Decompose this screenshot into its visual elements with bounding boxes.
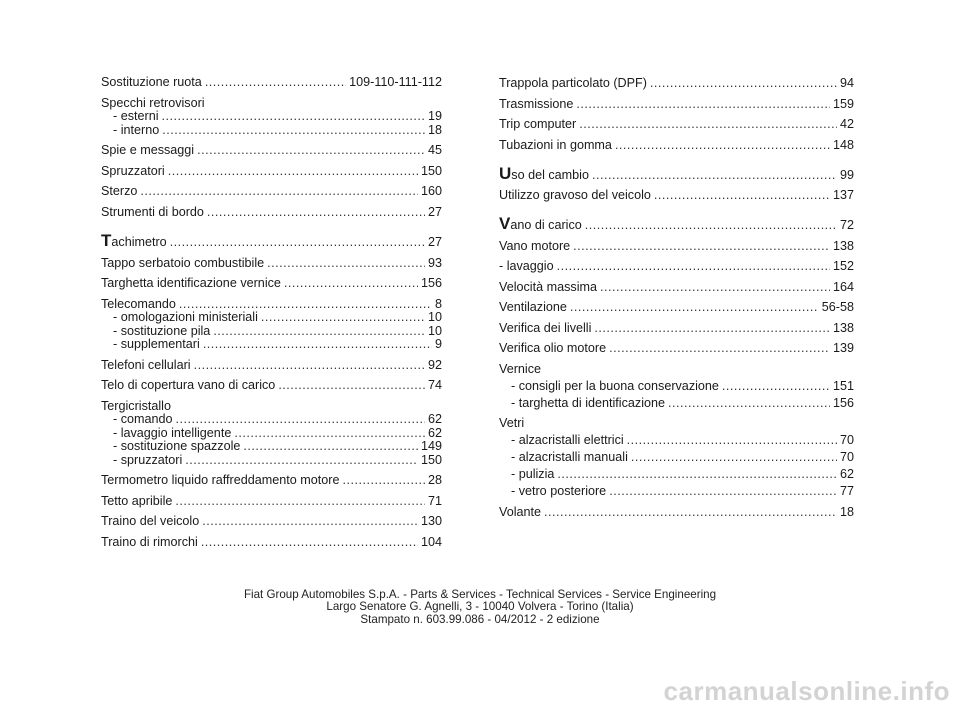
dot-leader [140,185,418,199]
page-number: 56-58 [821,300,854,314]
index-subentry: - comando ..... 62 [101,413,442,427]
dot-leader [205,76,346,90]
dot-leader [175,495,425,509]
section-initial: U [499,163,512,183]
page-number: 27 [427,204,442,219]
index-entry: Utilizzo gravoso del veicolo ..... 137 [499,188,854,202]
page-number: 99 [839,167,854,182]
site-watermark: carmanualsonline.info [663,676,950,706]
index-entry: Telecomando ..... 8 [101,298,442,312]
index-entry: Volante ..... 18 [499,505,854,519]
dot-leader [615,138,830,152]
dot-leader [722,379,830,393]
dot-leader [570,300,819,314]
page-number: 138 [832,238,854,253]
page-number: 42 [839,117,854,131]
page-number: 9 [434,337,442,351]
dot-leader [592,168,837,182]
index-subentry: - omologazioni ministeriali ..... 10 [101,311,442,325]
page-number: 92 [427,357,442,372]
dot-leader [267,257,425,271]
index-subentry: - lavaggio intelligente ..... 62 [101,427,442,441]
section-initial: V [499,214,511,233]
dot-leader [627,433,837,447]
index-subentry: - consigli per la buona conservazione ..... 151 [499,379,854,393]
dot-leader [609,341,830,355]
page-number: 18 [427,122,442,137]
index-subentry: - sostituzione spazzole ..... 149 [101,440,442,454]
dot-leader [557,467,837,481]
index-heading: Vetri [499,416,525,430]
dot-leader [594,321,830,335]
dot-leader [654,188,830,202]
index-subentry: - interno ..... 18 [101,124,442,138]
page-number: 77 [839,484,854,498]
index-entry: Spruzzatori ..... 150 [101,165,442,179]
page-number: 10 [427,323,442,338]
page-number: 104 [420,534,442,549]
page-number: 72 [839,218,854,232]
page-number: 149 [420,439,442,453]
index-entry: Sostituzione ruota ..... 109-110-111-112 [101,76,442,90]
index-entry: Sterzo ..... 160 [101,185,442,199]
page-number: 8 [434,296,442,311]
dot-leader [609,484,837,498]
index-entry: Traino del veicolo ..... 130 [101,515,442,529]
page-number: 74 [427,378,442,392]
page-number: 70 [839,450,854,464]
page-number: 45 [427,143,442,157]
dot-leader [176,413,425,427]
index-entry: Termometro liquido raffreddamento motore ..... 28 [101,474,442,488]
index-entry: Telefoni cellulari ..... 92 [101,359,442,373]
dot-leader [631,450,837,464]
index-entry: Tappo serbatoio combustibile ..... 93 [101,257,442,271]
footer-print-code-line: Stampato n. 603.99.086 - 04/2012 - 2 edizione [360,612,600,626]
page-number: 137 [832,188,854,202]
page-number: 71 [427,493,442,508]
page-number: 18 [839,504,854,519]
index-entry: Telo di copertura vano di carico ..... 74 [101,379,442,393]
index-entry: Traino di rimorchi ..... 104 [101,536,442,550]
index-entry: Trasmissione ..... 159 [499,97,854,111]
index-entry-section-start: Uso del cambio ..... 99 [499,165,854,182]
page-number: 62 [427,412,442,426]
index-subentry: - esterni ..... 19 [101,110,442,124]
page-number: 156 [832,395,854,410]
index-entry: Targhetta identificazione vernice ..... 156 [101,277,442,291]
index-subentry: - alzacristalli elettrici ..... 70 [499,433,854,447]
dot-leader [197,144,425,158]
index-subentry: - spruzzatori ..... 150 [101,454,442,468]
dot-leader [194,359,425,373]
index-heading: Specchi retrovisori [101,95,205,110]
dot-leader [170,236,425,250]
index-subentry: - vetro posteriore ..... 77 [499,484,854,498]
dot-leader [585,218,837,232]
dot-leader [243,440,418,454]
dot-leader [213,325,425,339]
page-number: 70 [839,433,854,447]
index-entry: Ventilazione ..... 56-58 [499,300,854,314]
index-entry: Tetto apribile ..... 71 [101,495,442,509]
index-entry: Trip computer ..... 42 [499,117,854,131]
index-subentry: - targhetta di identificazione ..... 156 [499,396,854,410]
index-heading: Vernice [499,361,542,376]
dot-leader [278,379,425,393]
dot-leader [573,239,830,253]
index-subentry: - supplementari ..... 9 [101,338,442,352]
index-column-right [499,76,854,519]
dot-leader [650,76,837,90]
dot-leader [185,454,418,468]
index-column-left [101,76,442,549]
dot-leader [668,396,830,410]
page-number: 62 [427,425,442,440]
dot-leader [203,338,432,352]
page-number: 151 [832,378,854,393]
index-entry: Spie e messaggi ..... 45 [101,144,442,158]
page-number: 94 [839,76,854,90]
footer-company-line: Fiat Group Automobiles S.p.A. - Parts & Services - Technical Services - Service Engineering [243,588,717,601]
dot-leader [179,298,432,312]
page-number: 109-110-111-112 [349,75,442,89]
dot-leader [261,311,425,325]
page-number: 27 [427,235,442,249]
index-entry-section-start: Vano di carico ..... 72 [499,215,854,232]
page-number: 130 [420,514,442,528]
dot-leader [201,536,418,550]
dot-leader [557,259,830,273]
page-number: 148 [832,137,854,152]
dot-leader [162,124,425,138]
index-entry: Strumenti di bordo ..... 27 [101,206,442,220]
publisher-footer [0,589,960,626]
dot-leader [234,427,425,441]
dot-leader [202,515,418,529]
index-entry: Verifica olio motore ..... 139 [499,341,854,355]
page-number: 139 [832,341,854,355]
index-entry: Vano motore ..... 138 [499,239,854,253]
dot-leader [579,117,837,131]
footer-address-line: Largo Senatore G. Agnelli, 3 - 10040 Volvera - Torino (Italia) [326,600,634,614]
section-initial: T [101,231,112,250]
page-number: 93 [427,255,442,270]
page-number: 10 [427,310,442,324]
index-entry: - lavaggio ..... 152 [499,259,854,273]
index-heading: Tergicristallo [101,398,171,413]
index-entry: Tubazioni in gomma ..... 148 [499,138,854,152]
dot-leader [544,505,837,519]
page-number: 138 [832,320,854,335]
page-number: 62 [839,467,854,481]
dot-leader [342,474,425,488]
index-subentry: - alzacristalli manuali ..... 70 [499,450,854,464]
page-number: 164 [832,279,854,294]
index-entry: Verifica dei livelli ..... 138 [499,321,854,335]
dot-leader [600,280,830,294]
index-entry-section-start: Tachimetro ..... 27 [101,232,442,250]
dot-leader [168,165,418,179]
dot-leader [576,97,830,111]
index-entry: Trappola particolato (DPF) ..... 94 [499,76,854,90]
page-number: 19 [427,109,442,123]
dot-leader [284,277,418,291]
page-number: 150 [420,163,442,178]
page-number: 150 [420,452,442,467]
index-entry: Velocità massima ..... 164 [499,280,854,294]
index-subentry: - sostituzione pila ..... 10 [101,325,442,339]
page-number: 156 [420,276,442,290]
page-number: 28 [427,473,442,487]
page-number: 160 [420,184,442,198]
dot-leader [207,206,425,220]
index-subentry: - pulizia ..... 62 [499,467,854,481]
page-number: 152 [832,259,854,273]
dot-leader [162,110,425,124]
page-number: 159 [832,96,854,111]
